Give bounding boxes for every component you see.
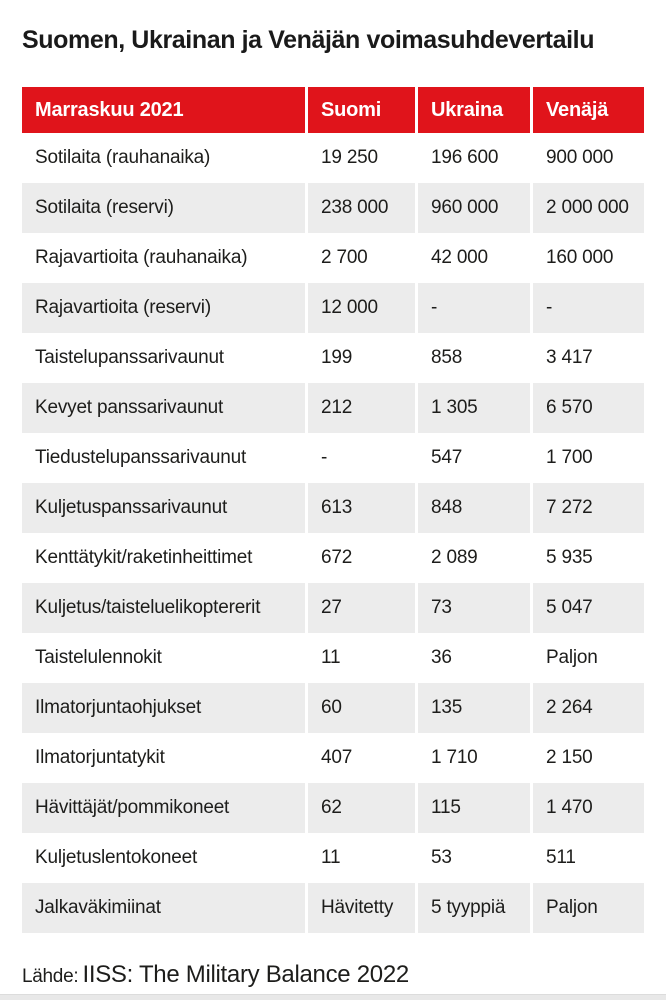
row-label: Rajavartioita (reservi)	[22, 283, 305, 333]
table-row	[22, 583, 644, 633]
table-row	[22, 883, 644, 933]
row-label: Hävittäjät/pommikoneet	[22, 783, 305, 833]
row-value-suomi: Hävitetty	[308, 883, 415, 933]
column-header-suomi: Suomi	[308, 87, 415, 133]
row-value-venaja: 160 000	[533, 233, 644, 283]
row-label: Ilmatorjuntaohjukset	[22, 683, 305, 733]
row-value-venaja: 2 000 000	[533, 183, 644, 233]
row-value-suomi: 212	[308, 383, 415, 433]
row-value-suomi: -	[308, 433, 415, 483]
row-label: Rajavartioita (rauhanaika)	[22, 233, 305, 283]
row-value-venaja: Paljon	[533, 883, 644, 933]
row-value-ukraina: 5 tyyppiä	[418, 883, 530, 933]
source-prefix: Lähde:	[22, 966, 79, 987]
row-label: Taistelupanssarivaunut	[22, 333, 305, 383]
row-value-venaja: 1 700	[533, 433, 644, 483]
comparison-table	[22, 87, 644, 933]
row-value-ukraina: 42 000	[418, 233, 530, 283]
row-label: Taistelulennokit	[22, 633, 305, 683]
table-row	[22, 483, 644, 533]
row-value-ukraina: 53	[418, 833, 530, 883]
table-row	[22, 433, 644, 483]
row-label: Sotilaita (rauhanaika)	[22, 133, 305, 183]
table-row	[22, 333, 644, 383]
table-row	[22, 383, 644, 433]
row-value-suomi: 672	[308, 533, 415, 583]
table-row	[22, 733, 644, 783]
row-value-suomi: 19 250	[308, 133, 415, 183]
row-value-suomi: 27	[308, 583, 415, 633]
row-value-venaja: 7 272	[533, 483, 644, 533]
table-row	[22, 683, 644, 733]
row-value-venaja: 3 417	[533, 333, 644, 383]
row-value-suomi: 199	[308, 333, 415, 383]
row-value-suomi: 2 700	[308, 233, 415, 283]
row-value-venaja: 511	[533, 833, 644, 883]
row-value-suomi: 12 000	[308, 283, 415, 333]
row-label: Kuljetuspanssarivaunut	[22, 483, 305, 533]
row-label: Kuljetus/taisteluelikoptererit	[22, 583, 305, 633]
row-label: Kuljetuslentokoneet	[22, 833, 305, 883]
row-value-ukraina: 196 600	[418, 133, 530, 183]
row-value-venaja: 2 150	[533, 733, 644, 783]
row-value-ukraina: 2 089	[418, 533, 530, 583]
source-line	[22, 961, 409, 989]
row-value-venaja: 2 264	[533, 683, 644, 733]
table-row	[22, 233, 644, 283]
column-header-venaja: Venäjä	[533, 87, 644, 133]
row-label: Sotilaita (reservi)	[22, 183, 305, 233]
table-row	[22, 133, 644, 183]
table-row	[22, 533, 644, 583]
table-header-row	[22, 87, 644, 133]
row-label: Kevyet panssarivaunut	[22, 383, 305, 433]
row-value-ukraina: 73	[418, 583, 530, 633]
row-value-suomi: 238 000	[308, 183, 415, 233]
row-value-ukraina: 115	[418, 783, 530, 833]
row-value-ukraina: 135	[418, 683, 530, 733]
row-value-venaja: Paljon	[533, 633, 644, 683]
row-value-venaja: -	[533, 283, 644, 333]
row-value-ukraina: 1 305	[418, 383, 530, 433]
table-row	[22, 833, 644, 883]
chart-title: Suomen, Ukrainan ja Venäjän voimasuhdevertailu	[22, 26, 595, 54]
row-value-suomi: 60	[308, 683, 415, 733]
row-label: Kenttätykit/raketinheittimet	[22, 533, 305, 583]
row-label: Tiedustelupanssarivaunut	[22, 433, 305, 483]
row-value-venaja: 1 470	[533, 783, 644, 833]
row-value-ukraina: 1 710	[418, 733, 530, 783]
row-value-ukraina: 858	[418, 333, 530, 383]
row-value-ukraina: 960 000	[418, 183, 530, 233]
row-value-venaja: 6 570	[533, 383, 644, 433]
row-label: Jalkaväkimiinat	[22, 883, 305, 933]
row-value-venaja: 5 047	[533, 583, 644, 633]
row-value-ukraina: 848	[418, 483, 530, 533]
row-value-suomi: 62	[308, 783, 415, 833]
row-value-ukraina: 36	[418, 633, 530, 683]
row-label: Ilmatorjuntatykit	[22, 733, 305, 783]
row-value-ukraina: 547	[418, 433, 530, 483]
table-row	[22, 183, 644, 233]
column-header-ukraina: Ukraina	[418, 87, 530, 133]
table-row	[22, 283, 644, 333]
row-value-suomi: 11	[308, 633, 415, 683]
row-value-suomi: 407	[308, 733, 415, 783]
table-row	[22, 783, 644, 833]
row-value-suomi: 11	[308, 833, 415, 883]
row-value-venaja: 900 000	[533, 133, 644, 183]
source-text: IISS: The Military Balance 2022	[82, 961, 409, 988]
row-value-ukraina: -	[418, 283, 530, 333]
row-value-suomi: 613	[308, 483, 415, 533]
bottom-divider	[0, 994, 666, 1000]
table-row	[22, 633, 644, 683]
column-header-month: Marraskuu 2021	[22, 87, 305, 133]
row-value-venaja: 5 935	[533, 533, 644, 583]
table-body	[22, 133, 644, 933]
